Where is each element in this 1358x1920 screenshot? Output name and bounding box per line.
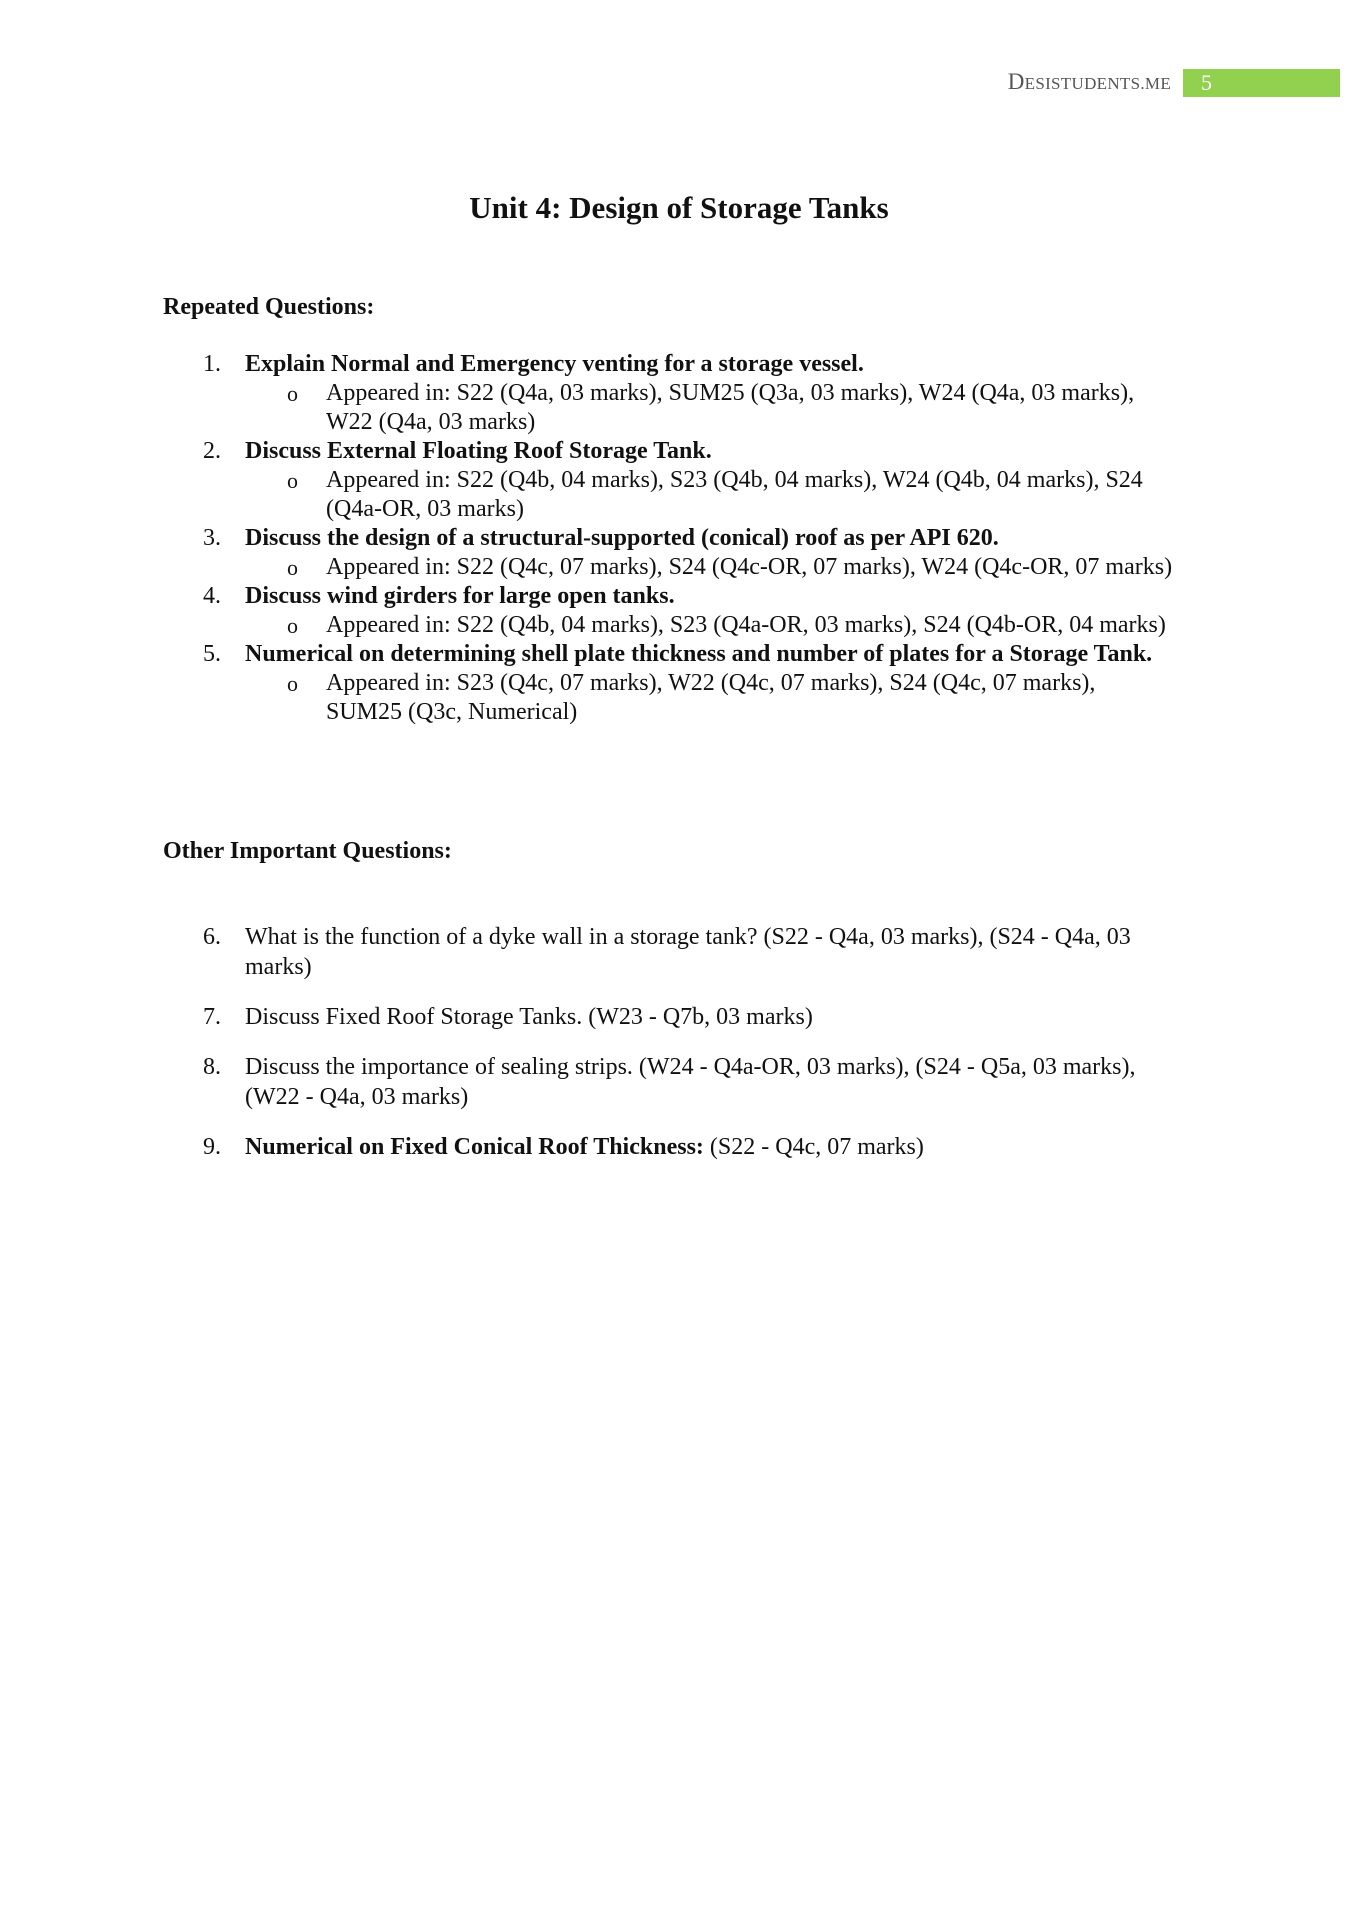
question-number: 4. [203, 583, 221, 609]
question-text: Explain Normal and Emergency venting for a storage vessel. [245, 351, 864, 377]
question-number: 1. [203, 351, 221, 377]
question-item-5 [0, 640, 1358, 727]
question-number: 3. [203, 525, 221, 551]
bullet-o: o [287, 613, 298, 638]
question-number: 2. [203, 438, 221, 464]
bullet-o: o [287, 671, 298, 696]
repeated-questions-list [0, 350, 1358, 727]
question-text [245, 1132, 1175, 1162]
appeared-in-text: Appeared in: S22 (Q4a, 03 marks), SUM25 (Q3a, 03 marks), W24 (Q4a, 03 marks), W22 (Q4a, 03 marks) [326, 380, 1135, 435]
appeared-in-item [287, 553, 1176, 582]
question-item-3 [0, 524, 1358, 582]
appeared-in-item [287, 466, 1176, 524]
brand-rest: ESISTUDENTS.ME [1024, 74, 1171, 93]
question-text: Discuss wind girders for large open tanks. [245, 583, 675, 609]
question-plain-text: Discuss Fixed Roof Storage Tanks. (W23 - Q7b, 03 marks) [245, 1004, 813, 1030]
question-number: 6. [203, 924, 221, 950]
question-plain-text: Discuss the importance of sealing strips. (W24 - Q4a-OR, 03 marks), (S24 - Q5a, 03 marks), (W22 - Q4a, 03 marks) [245, 1054, 1136, 1110]
appeared-in-text: Appeared in: S22 (Q4b, 04 marks), S23 (Q4b, 04 marks), W24 (Q4b, 04 marks), S24 (Q4a-OR, 03 marks) [326, 467, 1143, 522]
appeared-in-text: Appeared in: S22 (Q4b, 04 marks), S23 (Q4a-OR, 03 marks), S24 (Q4b-OR, 04 marks) [326, 612, 1166, 638]
question-bold-text: Numerical on Fixed Conical Roof Thickness: [245, 1134, 704, 1160]
question-plain-text: (S22 - Q4c, 07 marks) [703, 1134, 924, 1160]
question-number: 7. [203, 1004, 221, 1030]
page-title: Unit 4: Design of Storage Tanks [469, 190, 889, 225]
question-number: 8. [203, 1054, 221, 1080]
question-item-9 [0, 1132, 1358, 1162]
question-text [245, 1002, 1175, 1032]
question-item-4 [0, 582, 1358, 640]
appeared-in-item [287, 611, 1176, 640]
appeared-in-text: Appeared in: S23 (Q4c, 07 marks), W22 (Q4c, 07 marks), S24 (Q4c, 07 marks), SUM25 (Q3c, Numerical) [326, 670, 1096, 725]
question-text [245, 1052, 1175, 1112]
appeared-in-item [287, 669, 1176, 727]
question-item-7 [0, 1002, 1358, 1032]
appeared-in-text: Appeared in: S22 (Q4c, 07 marks), S24 (Q4c-OR, 07 marks), W24 (Q4c-OR, 07 marks) [326, 554, 1173, 580]
question-plain-text: What is the function of a dyke wall in a storage tank? (S22 - Q4a, 03 marks), (S24 - Q4a, 03 marks) [245, 924, 1131, 980]
question-number: 9. [203, 1134, 221, 1160]
repeated-questions-heading: Repeated Questions: [163, 294, 375, 320]
page-number-badge: 5 [1183, 69, 1340, 97]
header-brand [1008, 70, 1171, 96]
bullet-o: o [287, 555, 298, 580]
brand-initial: D [1007, 69, 1025, 94]
other-questions-list [0, 922, 1358, 1182]
question-number: 5. [203, 641, 221, 667]
question-text: Discuss External Floating Roof Storage Tank. [245, 438, 712, 464]
question-text: Numerical on determining shell plate thickness and number of plates for a Storage Tank. [245, 641, 1153, 667]
question-item-6 [0, 922, 1358, 982]
question-item-1 [0, 350, 1358, 437]
bullet-o: o [287, 381, 298, 406]
question-text: Discuss the design of a structural-supported (conical) roof as per API 620. [245, 525, 999, 551]
question-item-8 [0, 1052, 1358, 1112]
other-questions-heading: Other Important Questions: [163, 838, 452, 864]
bullet-o: o [287, 468, 298, 493]
question-text [245, 922, 1175, 982]
appeared-in-item [287, 379, 1176, 437]
question-item-2 [0, 437, 1358, 524]
